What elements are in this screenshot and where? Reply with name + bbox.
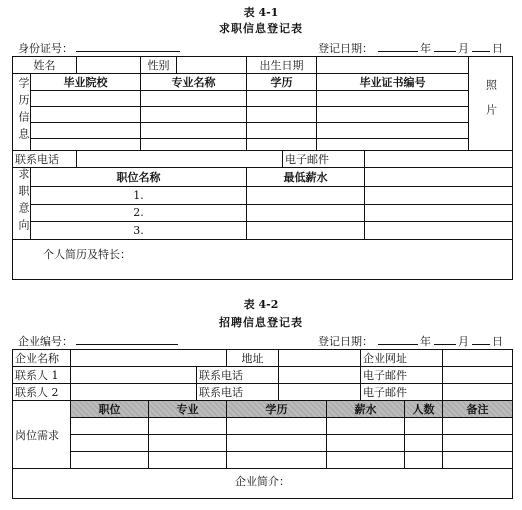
birth-date-field[interactable] (317, 57, 469, 74)
req-cell[interactable] (443, 452, 513, 469)
form1-day-label: 日 (492, 42, 503, 55)
salary-field[interactable] (247, 186, 365, 204)
req-cell[interactable] (327, 435, 405, 452)
salary-field[interactable] (247, 222, 365, 240)
resume-label: 个人简历及特长： (43, 248, 131, 261)
req-cell[interactable] (327, 418, 405, 435)
gender-label: 性别 (141, 57, 177, 74)
req-cell[interactable] (443, 418, 513, 435)
edu-header-major: 专业名称 (141, 74, 247, 91)
form2-year-field[interactable] (378, 344, 418, 345)
photo-label: 照片 (484, 78, 498, 129)
contact2-phone-field[interactable] (279, 384, 361, 401)
form2-title: 招聘信息登记表 (219, 316, 303, 329)
company-intro-field[interactable] (13, 469, 513, 499)
intent-extra (365, 168, 513, 187)
contact2-field[interactable] (71, 384, 197, 401)
job-item-3[interactable]: 3. (31, 222, 247, 240)
contact1-phone-field[interactable] (279, 367, 361, 384)
edu-header-cert-no: 毕业证书编号 (317, 74, 469, 91)
contact2-email-field[interactable] (443, 384, 513, 401)
job-item-2[interactable]: 2. (31, 204, 247, 222)
job-seeker-table (12, 56, 513, 280)
contact2-email-label: 电子邮件 (361, 384, 443, 401)
req-header-count: 人数 (405, 401, 443, 418)
req-cell[interactable] (71, 452, 149, 469)
req-cell[interactable] (327, 452, 405, 469)
resume-field[interactable] (13, 240, 513, 280)
company-no-label: 企业编号： (18, 335, 73, 348)
req-header-major: 专业 (149, 401, 227, 418)
form2-year-label: 年 (420, 335, 431, 348)
req-cell[interactable] (71, 418, 149, 435)
min-salary-header: 最低薪水 (247, 168, 365, 187)
req-cell[interactable] (405, 435, 443, 452)
name-label: 姓名 (13, 57, 77, 74)
edu-cell[interactable] (31, 91, 141, 107)
name-field[interactable] (77, 57, 141, 74)
edu-cell[interactable] (317, 123, 469, 139)
form1-year-field[interactable] (378, 51, 418, 52)
job-title-header: 职位名称 (31, 168, 247, 187)
edu-cell[interactable] (141, 107, 247, 123)
company-no-field[interactable] (76, 344, 178, 345)
phone-field[interactable] (77, 151, 283, 168)
photo-box (469, 57, 513, 151)
birth-date-label: 出生日期 (247, 57, 317, 74)
edu-cell[interactable] (247, 107, 317, 123)
edu-cell[interactable] (247, 139, 317, 151)
form1-reg-date-label: 登记日期： (318, 42, 373, 55)
contact1-phone-label: 联系电话 (197, 367, 279, 384)
phone-label: 联系电话 (13, 151, 77, 168)
job-req-label: 岗位需求 (13, 401, 71, 469)
contact2-phone-label: 联系电话 (197, 384, 279, 401)
req-cell[interactable] (227, 452, 327, 469)
table-4-2-label: 表 4-2 (243, 298, 279, 311)
req-cell[interactable] (227, 418, 327, 435)
company-name-field[interactable] (71, 350, 227, 367)
edu-info-label: 学历信息 (17, 76, 30, 145)
edu-header-degree: 学历 (247, 74, 317, 91)
table-4-1-label: 表 4-1 (243, 6, 279, 19)
edu-cell[interactable] (141, 123, 247, 139)
edu-header-school: 毕业院校 (31, 74, 141, 91)
edu-cell[interactable] (31, 123, 141, 139)
email-label: 电子邮件 (283, 151, 365, 168)
edu-cell[interactable] (31, 107, 141, 123)
req-cell[interactable] (149, 435, 227, 452)
req-cell[interactable] (149, 418, 227, 435)
req-cell[interactable] (227, 435, 327, 452)
req-cell[interactable] (149, 452, 227, 469)
intent-label-cell (13, 168, 31, 240)
job-item-1[interactable]: 1. (31, 186, 247, 204)
contact2-label: 联系人 2 (13, 384, 71, 401)
gender-field[interactable] (177, 57, 247, 74)
req-cell[interactable] (71, 435, 149, 452)
edu-cell[interactable] (247, 123, 317, 139)
edu-cell[interactable] (317, 107, 469, 123)
intent-label: 求职意向 (17, 168, 30, 236)
address-field[interactable] (279, 350, 361, 367)
website-label: 企业网址 (361, 350, 443, 367)
form1-month-field[interactable] (434, 51, 456, 52)
form2-day-field[interactable] (472, 344, 490, 345)
contact1-field[interactable] (71, 367, 197, 384)
req-header-notes: 备注 (443, 401, 513, 418)
recruitment-table (12, 349, 513, 499)
edu-cell[interactable] (317, 139, 469, 151)
req-cell[interactable] (443, 435, 513, 452)
form1-month-label: 月 (458, 42, 469, 55)
req-cell[interactable] (405, 418, 443, 435)
form1-year-label: 年 (420, 42, 431, 55)
req-header-salary: 薪水 (327, 401, 405, 418)
company-name-label: 企业名称 (13, 350, 71, 367)
form2-day-label: 日 (492, 335, 503, 348)
edu-cell[interactable] (247, 91, 317, 107)
intent-extra (365, 204, 513, 222)
edu-cell[interactable] (31, 139, 141, 151)
edu-cell[interactable] (317, 91, 469, 107)
edu-cell[interactable] (141, 91, 247, 107)
id-number-field[interactable] (76, 51, 180, 52)
company-intro-label: 企业简介： (235, 475, 291, 488)
edu-info-label-cell (13, 74, 31, 151)
req-header-degree: 学历 (227, 401, 327, 418)
form2-month-field[interactable] (434, 344, 456, 345)
website-field[interactable] (443, 350, 513, 367)
id-number-label: 身份证号： (18, 42, 73, 55)
contact1-email-label: 电子邮件 (361, 367, 443, 384)
form1-day-field[interactable] (472, 51, 490, 52)
intent-extra (365, 186, 513, 204)
form1-title: 求职信息登记表 (219, 22, 303, 35)
email-field[interactable] (365, 151, 513, 168)
contact1-label: 联系人 1 (13, 367, 71, 384)
contact1-email-field[interactable] (443, 367, 513, 384)
edu-cell[interactable] (141, 139, 247, 151)
req-cell[interactable] (405, 452, 443, 469)
intent-extra (365, 222, 513, 240)
salary-field[interactable] (247, 204, 365, 222)
req-header-position: 职位 (71, 401, 149, 418)
form2-month-label: 月 (458, 335, 469, 348)
form2-reg-date-label: 登记日期： (318, 335, 373, 348)
address-label: 地址 (227, 350, 279, 367)
